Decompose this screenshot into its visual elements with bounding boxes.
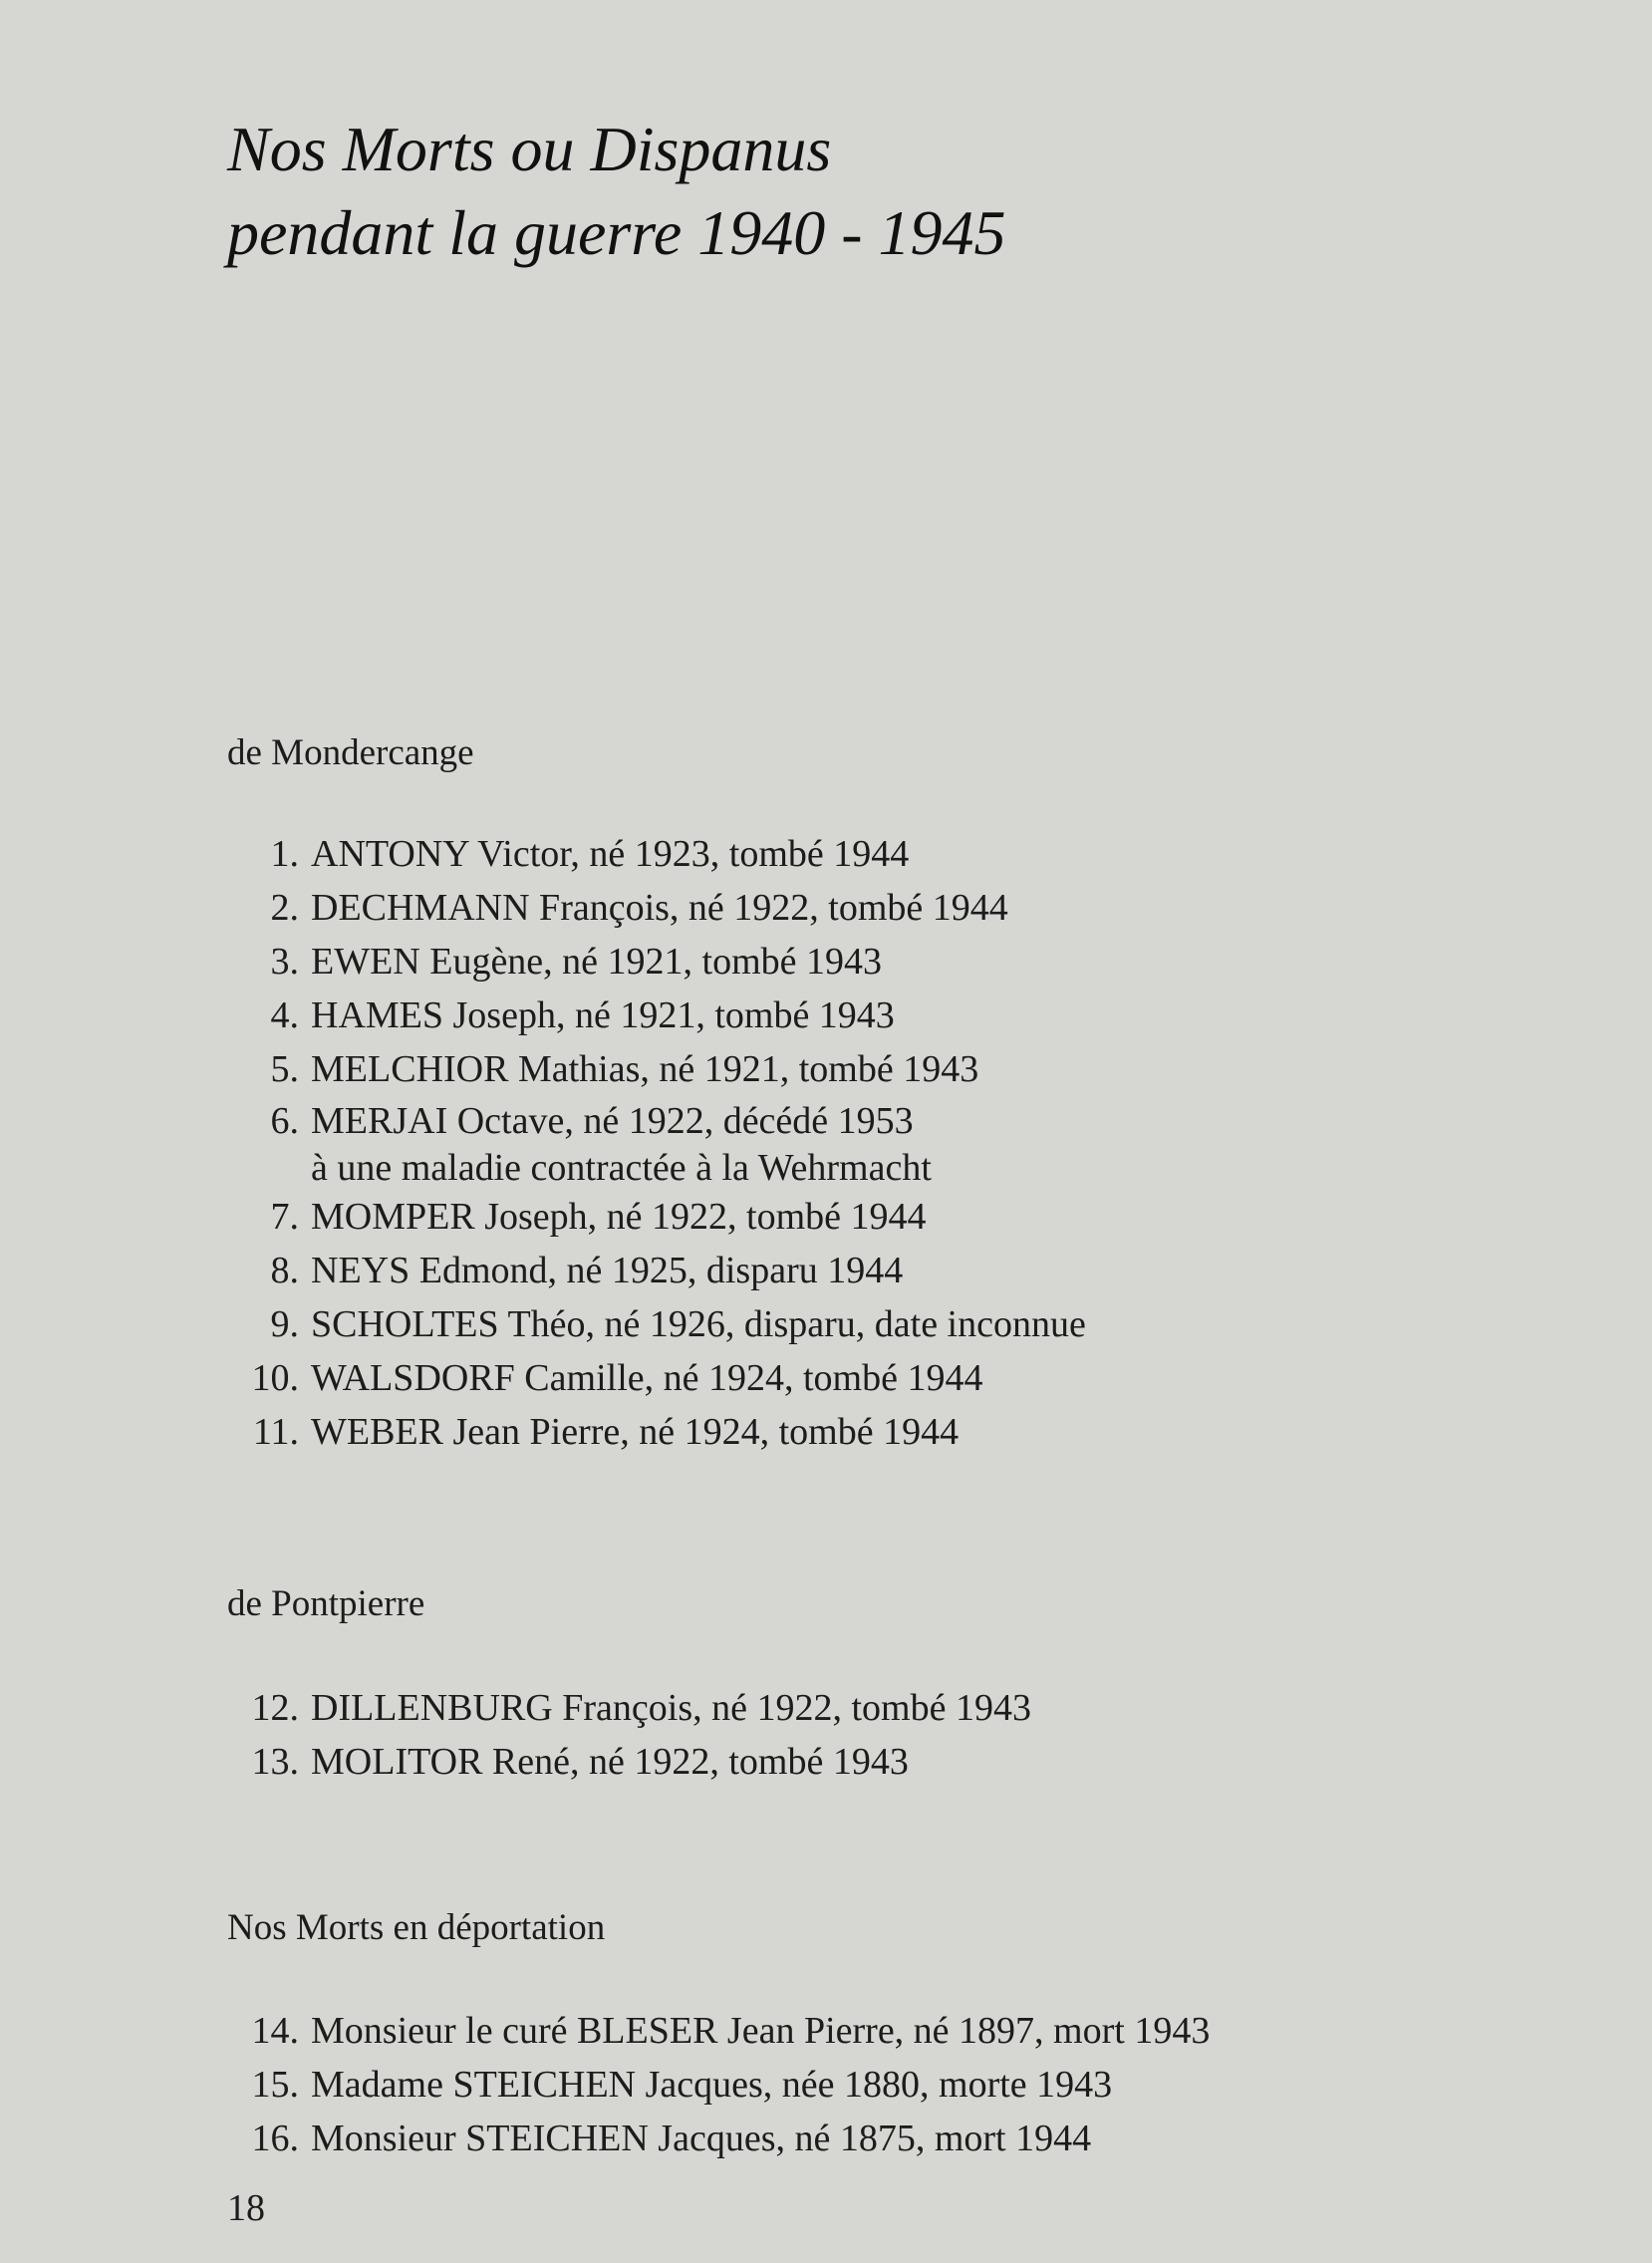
item-text: Monsieur le curé BLESER Jean Pierre, né 1897, mort 1943 (311, 2010, 1211, 2052)
section-heading-deportation: Nos Morts en déportation (227, 1907, 606, 1948)
list-deportation (227, 2004, 1210, 2165)
item-number: 5. (270, 1048, 299, 1090)
item-number: 4. (270, 994, 299, 1036)
item-text: MERJAI Octave, né 1922, décédé 1953 (311, 1100, 914, 1142)
item-text: ANTONY Victor, né 1923, tombé 1944 (311, 833, 910, 875)
list-item (227, 2004, 1210, 2058)
item-number: 11. (252, 1411, 299, 1453)
list-item (227, 935, 1086, 989)
title-line-1: Nos Morts ou Dispanus (227, 114, 832, 184)
item-text: Monsieur STEICHEN Jacques, né 1875, mort 1944 (311, 2118, 1092, 2159)
page-number: 18 (227, 2187, 265, 2229)
list-item (227, 1735, 1031, 1789)
title-line-2: pendant la guerre 1940 - 1945 (227, 197, 1006, 268)
list-item (227, 2058, 1210, 2112)
item-subtext: à une maladie contractée à la Wehrmacht (311, 1147, 932, 1189)
list-item (227, 1042, 1086, 1096)
section-heading-mondercange: de Mondercange (227, 732, 474, 773)
list-pontpierre (227, 1681, 1031, 1789)
item-text: MELCHIOR Mathias, né 1921, tombé 1943 (311, 1048, 979, 1090)
list-item (227, 1244, 1086, 1297)
list-item (227, 989, 1086, 1042)
page-title (227, 108, 1006, 275)
item-text: MOMPER Joseph, né 1922, tombé 1944 (311, 1196, 927, 1238)
item-text: WALSDORF Camille, né 1924, tombé 1944 (311, 1357, 983, 1399)
list-mondercange (227, 827, 1086, 1459)
item-text: EWEN Eugène, né 1921, tombé 1943 (311, 941, 883, 983)
item-text: NEYS Edmond, né 1925, disparu 1944 (311, 1250, 904, 1291)
item-number: 8. (270, 1250, 299, 1291)
section-heading-pontpierre: de Pontpierre (227, 1583, 425, 1624)
list-item (227, 1190, 1086, 1244)
item-number: 16. (251, 2118, 299, 2159)
item-text: HAMES Joseph, né 1921, tombé 1943 (311, 994, 895, 1036)
list-item (227, 827, 1086, 881)
item-number: 6. (270, 1100, 299, 1142)
item-number: 13. (251, 1741, 299, 1783)
item-text: DECHMANN François, né 1922, tombé 1944 (311, 887, 1008, 929)
item-number: 3. (270, 941, 299, 983)
item-number: 14. (251, 2010, 299, 2052)
item-text: MOLITOR René, né 1922, tombé 1943 (311, 1741, 909, 1783)
item-number: 15. (251, 2064, 299, 2106)
list-item (227, 1351, 1086, 1405)
list-item (227, 1405, 1086, 1459)
item-text: WEBER Jean Pierre, né 1924, tombé 1944 (311, 1411, 960, 1453)
list-item (227, 2112, 1210, 2165)
list-item (227, 1297, 1086, 1351)
list-item (227, 881, 1086, 935)
list-item (227, 1096, 1086, 1190)
item-number: 9. (270, 1303, 299, 1345)
item-text: DILLENBURG François, né 1922, tombé 1943 (311, 1687, 1031, 1729)
item-number: 1. (270, 833, 299, 875)
item-number: 12. (251, 1687, 299, 1729)
item-text: Madame STEICHEN Jacques, née 1880, morte 1943 (311, 2064, 1113, 2106)
item-number: 7. (270, 1196, 299, 1238)
item-text: SCHOLTES Théo, né 1926, disparu, date inconnue (311, 1303, 1086, 1345)
item-number: 2. (270, 887, 299, 929)
item-number: 10. (251, 1357, 299, 1399)
list-item (227, 1681, 1031, 1735)
